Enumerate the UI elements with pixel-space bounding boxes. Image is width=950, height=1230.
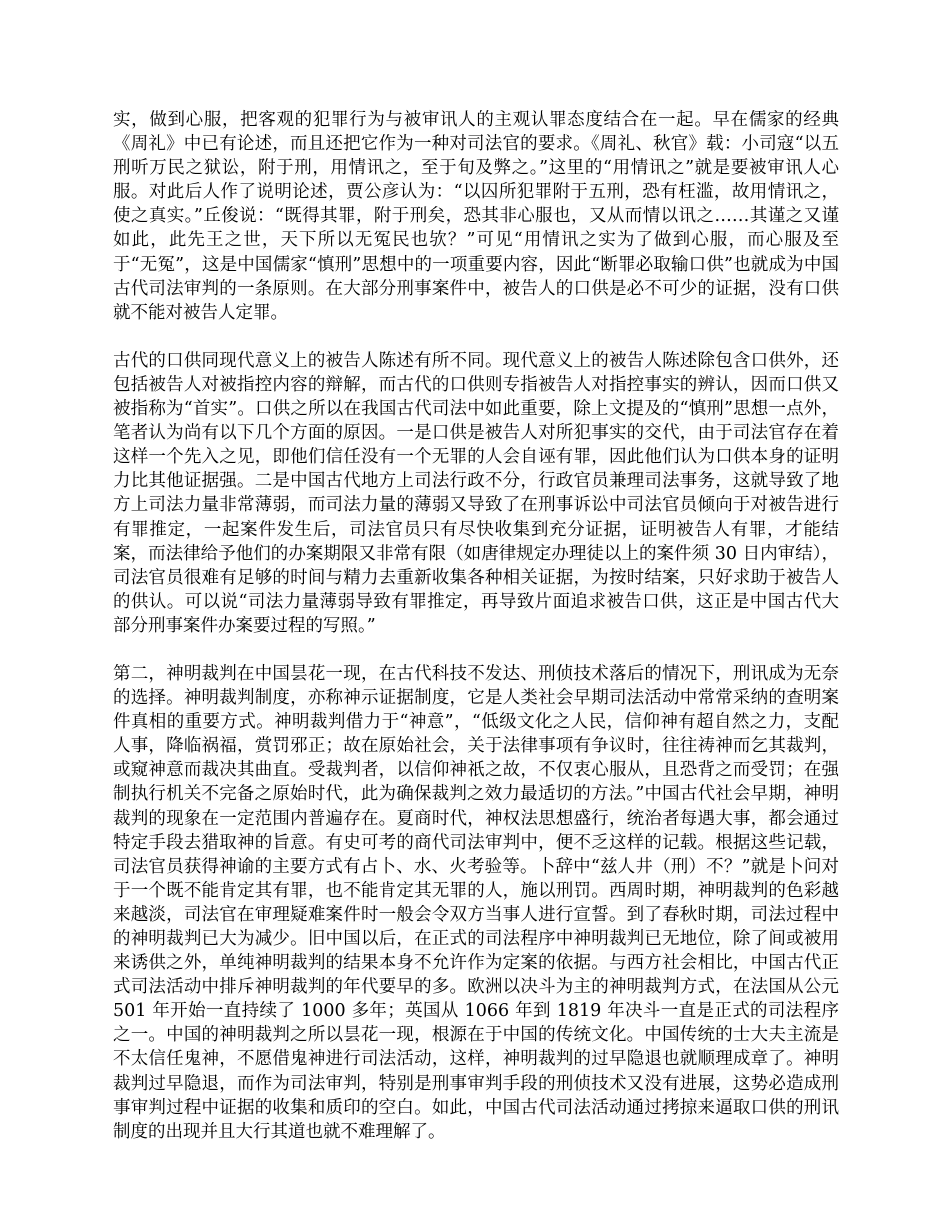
paragraph-2: 古代的口供同现代意义上的被告人陈述有所不同。现代意义上的被告人陈述除包含口供外，还包括被告人对被指控内容的辩解，而古代的口供则专指被告人对指控事实的辨认，因而口供又被指称为“首实”。口供之所以在我国古代司法中如此重要，除上文提及的“慎刑”思想一点外，笔者认为尚有以下几个方面的原因。一是口供是被告人对所犯事实的交代，由于司法官存在着这样一个先入之见，即他们信任没有一个无罪的人会自诬有罪，因此他们认为口供本身的证明力比其他证据强。二是中国古代地方上司法行政不分，行政官员兼理司法事务，这就导致了地方上司法力量非常薄弱，而司法力量的薄弱又导致了在刑事诉讼中司法官员倾向于对被告进行有罪推定，一起案件发生后，司法官员只有尽快收集到充分证据，证明被告人有罪，才能结案，而法律给予他们的办案期限又非常有限（如唐律规定办理徒以上的案件须 30 日内审结），司法官员很难有足够的时间与精力去重新收集各种相关证据，为按时结案，只好求助于被告人的供认。可以说“司法力量薄弱导致有罪推定，再导致片面追求被告口供，这正是中国古代大部分刑事案件办案要过程的写照。”	[113, 350, 839, 636]
document-page	[113, 108, 839, 1144]
paragraph-1: 实，做到心服，把客观的犯罪行为与被审讯人的主观认罪态度结合在一起。早在儒家的经典《周礼》中已有论述，而且还把它作为一种对司法官的要求。《周礼、秋官》载：小司寇“以五刑听万民之狱讼，附于刑，用情讯之，至于旬及弊之。”这里的“用情讯之”就是要被审讯人心服。对此后人作了说明论述，贾公彦认为：“以囚所犯罪附于五刑，恐有枉滥，故用情讯之，使之真实。”丘俊说：“既得其罪，附于刑矣，恐其非心服也，又从而情以讯之……其谨之又谨如此，此先王之世，天下所以无冤民也欤？”可见“用情讯之实为了做到心服，而心服及至于“无冤”，这是中国儒家“慎刑”思想中的一项重要内容，因此“断罪必取输口供”也就成为中国古代司法审判的一条原则。在大部分刑事案件中，被告人的口供是必不可少的证据，没有口供就不能对被告人定罪。	[113, 110, 839, 323]
paragraph-3: 第二，神明裁判在中国昙花一现，在古代科技不发达、刑侦技术落后的情况下，刑讯成为无奈的选择。神明裁判制度，亦称神示证据制度，它是人类社会早期司法活动中常常采纳的查明案件真相的重要方式。神明裁判借力于“神意”，“低级文化之人民，信仰神有超自然之力，支配人事，降临祸福，赏罚邪正；故在原始社会，关于法律事项有争议时，往往祷神而乞其裁判，或窥神意而裁决其曲直。受裁判者，以信仰神祇之故，不仅衷心服从，且恐背之而受罚；在强制执行机关不完备之原始时代，此为确保裁判之效力最适切的方法。”中国古代社会早期，神明裁判的现象在一定范围内普遍存在。夏商时代，神权法思想盛行，统治者每遇大事，都会通过特定手段去猎取神的旨意。有史可考的商代司法审判中，便不乏这样的记载。根据这些记载，司法官员获得神谕的主要方式有占卜、水、火考验等。卜辞中“兹人井（刑）不？”就是卜问对于一个既不能肯定其有罪，也不能肯定其无罪的人，施以刑罚。西周时期，神明裁判的色彩越来越淡，司法官在审理疑难案件时一般会令双方当事人进行宣誓。到了春秋时期，司法过程中的神明裁判已大为减少。旧中国以后，在正式的司法程序中神明裁判已无地位，除了间或被用来诱供之外，单纯神明裁判的结果本身不允许作为定案的依据。与西方社会相比，中国古代正式司法活动中排斥神明裁判的年代要早的多。欧洲以决斗为主的神明裁判方式，在法国从公元 501 年开始一直持续了 1000 多年；英国从 1066 年到 1819 年决斗一直是正式的司法程序之一。中国的神明裁判之所以昙花一现，根源在于中国的传统文化。中国传统的士大夫主流是不太信任鬼神，不愿借鬼神进行司法活动，这样，神明裁判的过早隐退也就顺理成章了。神明裁判过早隐退，而作为司法审判，特别是刑事审判手段的刑侦技术又没有进展，这势必造成刑事审判过程中证据的收集和质印的空白。如此，中国古代司法活动通过拷掠来逼取口供的刑讯制度的出现并且大行其道也就不难理解了。	[113, 663, 839, 1142]
